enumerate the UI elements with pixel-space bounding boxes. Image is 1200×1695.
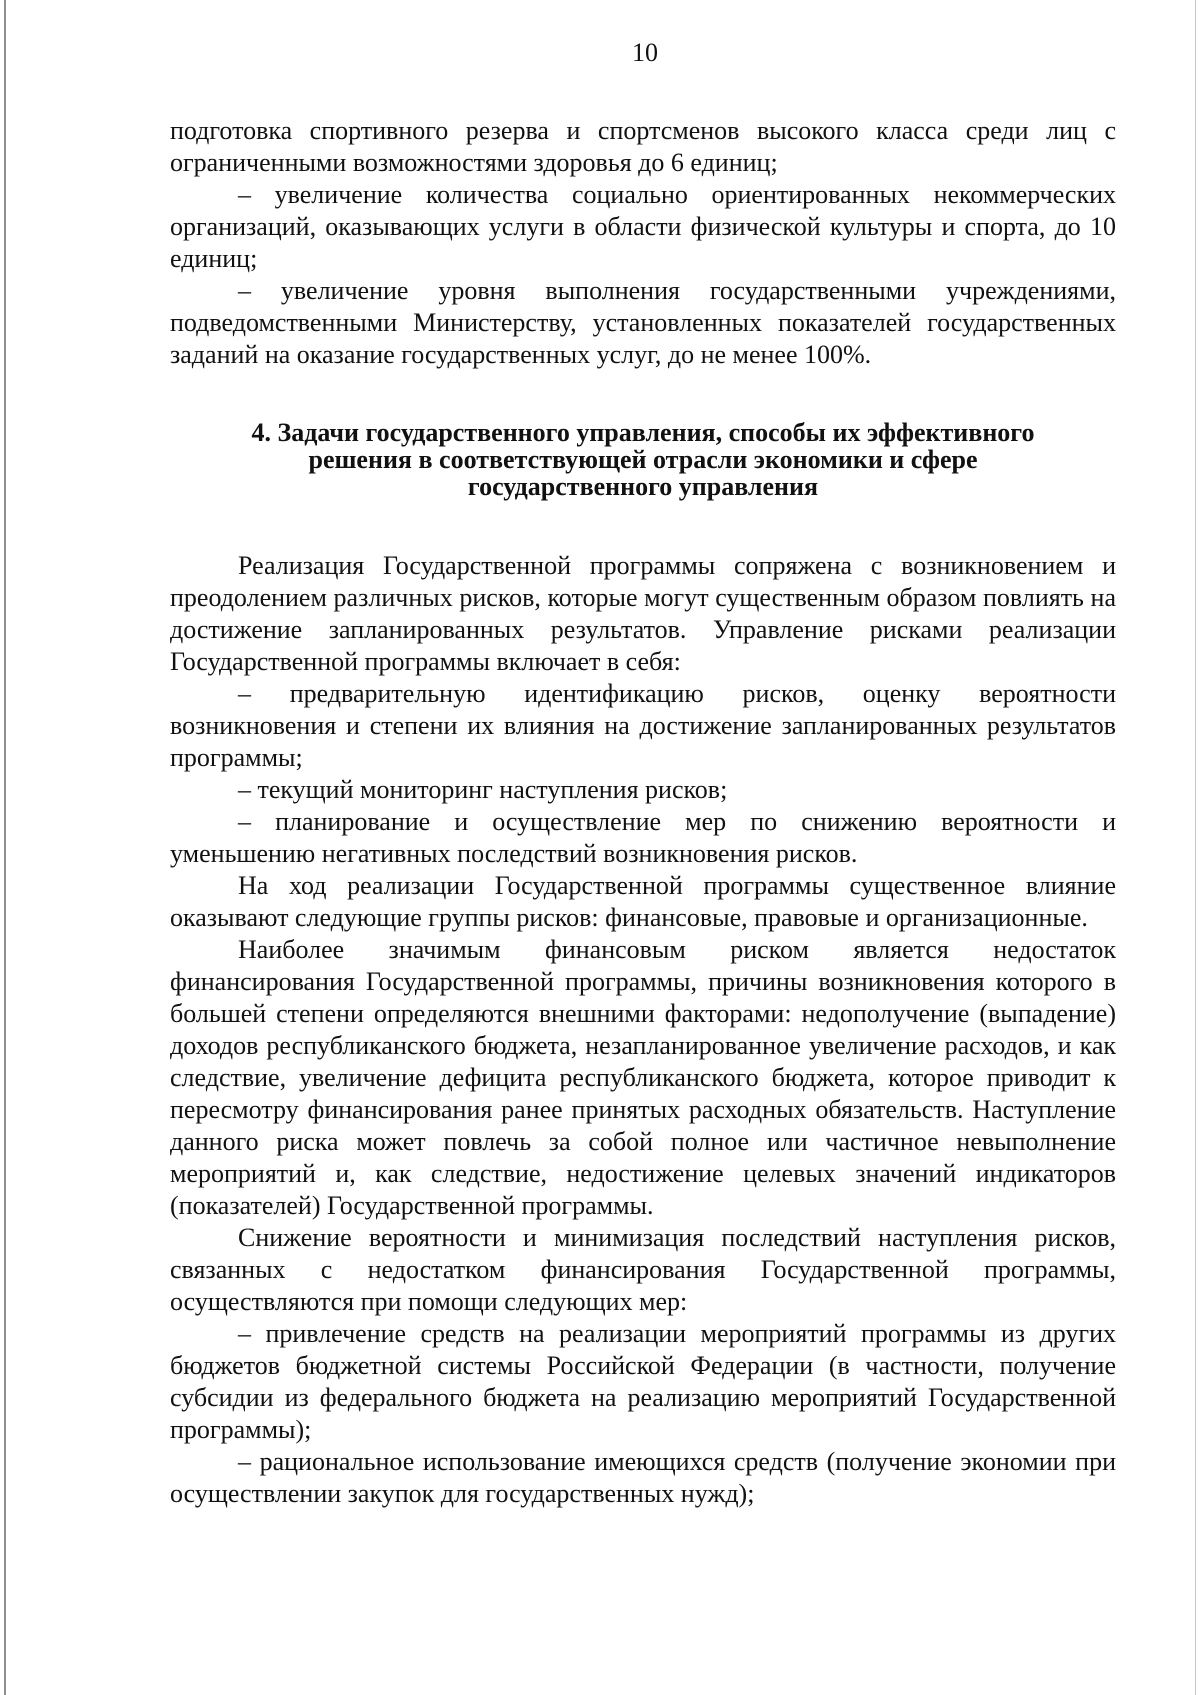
paragraph-6: – планирование и осуществление мер по снижению вероятности и уменьшению негативных последствий возникновения рисков.	[170, 807, 1116, 868]
section-heading-line-3: государственного управления	[467, 472, 819, 501]
paragraph-2: – увеличение уровня выполнения государственными учреждениями, подведомственными Министерству, установленных показателей государственных заданий на оказание государственных услуг, до не менее 100%.	[170, 276, 1116, 369]
document-body	[170, 115, 1116, 1510]
paragraph-1: – увеличение количества социально ориентированных некоммерческих организаций, оказывающих услуги в области физической культуры и спорта, до 10 единиц;	[170, 180, 1116, 273]
section-heading-line-2: решения в соответствующей отрасли экономики и сфере	[308, 445, 978, 474]
paragraph-9: Снижение вероятности и минимизация последствий наступления рисков, связанных с недостатком финансирования Государственной программы, осуществляются при помощи следующих мер:	[170, 1223, 1116, 1316]
page-number: 10	[632, 38, 658, 67]
paragraph-10: – привлечение средств на реализации мероприятий программы из других бюджетов бюджетной системы Российской Федерации (в частности, получение субсидии из федерального бюджета на реализацию мероприятий Государственной программы);	[170, 1319, 1116, 1444]
scan-edge-right	[1195, 0, 1196, 1695]
paragraph-4: – предварительную идентификацию рисков, оценку вероятности возникновения и степени их влияния на достижение запланированных результатов программы;	[170, 679, 1116, 772]
section-heading	[170, 419, 1116, 500]
paragraph-8: Наиболее значимым финансовым риском является недостаток финансирования Государственной программы, причины возникновения которого в большей степени определяются внешними факторами: недополучение (выпадение) доходов республиканского бюджета, незапланированное увеличение расходов, и как следствие, увеличение дефицита республиканского бюджета, которое приводит к пересмотру финансирования ранее принятых расходных обязательств. Наступление данного риска может повлечь за собой полное или частичное невыполнение мероприятий и, как следствие, недостижение целевых значений индикаторов (показателей) Государственной программы.	[170, 935, 1116, 1220]
scan-edge-left	[4, 0, 6, 1695]
paragraph-7: На ход реализации Государственной программы существенное влияние оказывают следующие группы рисков: финансовые, правовые и организационные.	[170, 871, 1116, 932]
section-heading-line-1: 4. Задачи государственного управления, способы их эффективного	[251, 418, 1035, 447]
paragraph-0: подготовка спортивного резерва и спортсменов высокого класса среди лиц с ограниченными возможностями здоровья до 6 единиц;	[170, 116, 1116, 177]
paragraph-3: Реализация Государственной программы сопряжена с возникновением и преодолением различных рисков, которые могут существенным образом повлиять на достижение запланированных результатов. Управление рисками реализации Государственной программы включает в себя:	[170, 551, 1116, 676]
paragraph-11: – рациональное использование имеющихся средств (получение экономии при осуществлении закупок для государственных нужд);	[170, 1447, 1116, 1508]
paragraph-5: – текущий мониторинг наступления рисков;	[238, 775, 728, 804]
